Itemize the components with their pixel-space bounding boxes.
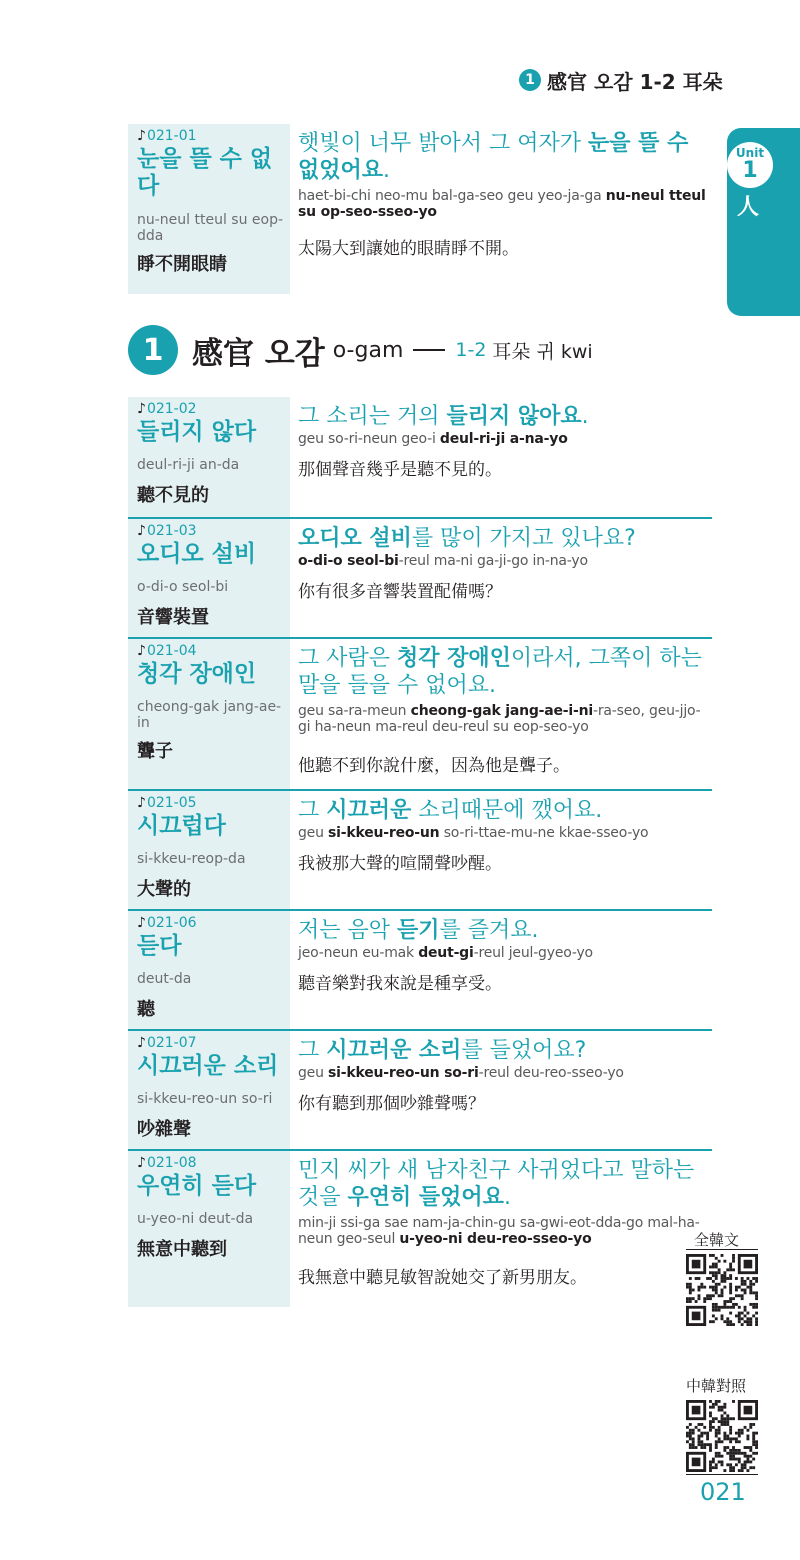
example-romanization xyxy=(298,703,712,735)
example-rom-highlight: o-di-o seol-bi xyxy=(298,553,399,569)
page-number: 021 xyxy=(700,1478,746,1506)
example-rom-highlight: cheong-gak jang-ae-i-ni xyxy=(410,703,593,719)
example-rom-text: -reul ma-ni ga-ji-go in-na-yo xyxy=(398,553,588,569)
audio-track-number: 021-03 xyxy=(146,523,197,539)
example-romanization xyxy=(298,188,712,220)
vocab-word: 시끄러운 소리 xyxy=(137,1053,279,1079)
qr-divider xyxy=(686,1474,758,1475)
vocab-word: 들리지 않다 xyxy=(137,419,257,445)
section-title: 感官 오감 xyxy=(192,335,325,372)
vocab-entry xyxy=(128,789,712,911)
example-korean-text: 그 소리는 거의 xyxy=(298,404,447,429)
example-rom-text: geu so-ri-neun geo-i xyxy=(298,431,440,447)
example-romanization xyxy=(298,1065,712,1081)
vocab-word: 듣다 xyxy=(137,933,182,959)
audio-track[interactable] xyxy=(137,1035,197,1051)
vocab-word: 우연히 듣다 xyxy=(137,1173,257,1199)
section-heading xyxy=(128,324,593,376)
audio-track[interactable] xyxy=(137,523,197,539)
example-korean xyxy=(298,403,712,430)
vocab-meaning: 聽不見的 xyxy=(137,485,209,506)
running-header xyxy=(519,66,723,94)
entry-term-panel xyxy=(128,1031,290,1151)
example-korean-highlight: 듣기 xyxy=(397,918,440,943)
entry-term-panel xyxy=(128,1151,290,1307)
entry-term-panel xyxy=(128,639,290,791)
example-romanization xyxy=(298,431,712,447)
example-rom-text: -reul deu-reo-sseo-yo xyxy=(478,1065,624,1081)
vocab-romanization: si-kkeu-reo-un so-ri xyxy=(137,1091,273,1107)
entry-term-panel xyxy=(128,124,290,294)
music-note-icon: ♪ xyxy=(137,795,146,811)
example-romanization xyxy=(298,1215,712,1247)
unit-chapter-char: 人 xyxy=(737,195,760,220)
example-korean-text: . xyxy=(503,1185,511,1210)
qr-code-bilingual[interactable] xyxy=(686,1400,758,1472)
example-korean-text: 저는 음악 xyxy=(298,918,397,943)
example-korean-highlight: 눈을 뜰 수 없었어요 xyxy=(298,131,689,183)
music-note-icon: ♪ xyxy=(137,1035,146,1051)
audio-track-number: 021-07 xyxy=(146,1035,197,1051)
vocab-romanization: nu-neul tteul su eop-dda xyxy=(137,212,284,244)
example-chinese: 太陽大到讓她的眼睛睜不開。 xyxy=(298,239,519,259)
example-rom-text: -ra-seo, geu-jjo-gi ha-neun ma-reul deu-reul su eop-seo-yo xyxy=(298,703,701,735)
example-chinese: 你有很多音響裝置配備嗎？ xyxy=(298,582,502,602)
audio-track-number: 021-02 xyxy=(146,401,197,417)
example-korean-text: 를 들었어요? xyxy=(461,1038,587,1063)
example-rom-text: geu xyxy=(298,825,329,841)
example-korean xyxy=(298,130,712,184)
example-chinese: 你有聽到那個吵雜聲嗎？ xyxy=(298,1094,485,1114)
example-korean-highlight: 들리지 않아요 xyxy=(446,404,582,429)
unit-badge xyxy=(727,142,773,188)
example-korean-text: 소리때문에 깼어요. xyxy=(411,798,603,823)
example-rom-text: haet-bi-chi neo-mu bal-ga-seo geu yeo-ja-ga xyxy=(298,188,606,204)
vocab-romanization: u-yeo-ni deut-da xyxy=(137,1211,254,1227)
vocab-word: 오디오 설비 xyxy=(137,541,257,567)
vocab-meaning: 聽 xyxy=(137,999,155,1020)
vocab-entry xyxy=(128,397,712,517)
example-korean-text: 이라서, 그쪽이 하는 말을 들을 수 없어요. xyxy=(298,646,702,698)
vocab-word: 눈을 뜰 수 없다 xyxy=(137,146,273,199)
vocab-word: 청각 장애인 xyxy=(137,661,257,687)
example-romanization xyxy=(298,825,712,841)
example-korean xyxy=(298,797,712,824)
qr-label-bilingual: 中韓對照 xyxy=(686,1377,747,1395)
example-korean xyxy=(298,1157,712,1211)
example-rom-text: geu xyxy=(298,1065,329,1081)
vocab-word: 시끄럽다 xyxy=(137,813,226,839)
example-korean-highlight: 시끄러운 소리 xyxy=(326,1038,462,1063)
entry-term-panel xyxy=(128,791,290,911)
vocab-entry xyxy=(128,637,712,791)
example-korean-text: . xyxy=(383,158,391,183)
audio-track-number: 021-04 xyxy=(146,643,197,659)
example-rom-highlight: si-kkeu-reo-un so-ri xyxy=(328,1065,479,1081)
example-korean xyxy=(298,1037,712,1064)
music-note-icon: ♪ xyxy=(137,643,146,659)
vocab-entry xyxy=(128,124,712,294)
vocab-meaning: 聾子 xyxy=(137,741,173,762)
section-dash xyxy=(413,349,445,351)
vocab-meaning: 無意中聽到 xyxy=(137,1239,227,1260)
example-korean-text: . xyxy=(581,404,589,429)
example-rom-text: min-ji ssi-ga sae nam-ja-chin-gu sa-gwi-eot-dda-go mal-ha-neun geo-seul xyxy=(298,1215,700,1247)
example-chinese: 那個聲音幾乎是聽不見的。 xyxy=(298,460,502,480)
music-note-icon: ♪ xyxy=(137,915,146,931)
example-korean xyxy=(298,917,712,944)
vocab-meaning: 睜不開眼睛 xyxy=(137,254,227,275)
music-note-icon: ♪ xyxy=(137,523,146,539)
example-chinese: 我無意中聽見敏智說她交了新男朋友。 xyxy=(298,1268,587,1288)
vocab-entry xyxy=(128,909,712,1031)
example-rom-text: geu sa-ra-meun xyxy=(298,703,411,719)
vocab-meaning: 音響裝置 xyxy=(137,607,209,628)
example-korean-highlight: 오디오 설비 xyxy=(298,526,412,551)
music-note-icon: ♪ xyxy=(137,1155,146,1171)
section-subtitle-number: 1-2 xyxy=(455,339,487,361)
audio-track-number: 021-01 xyxy=(146,128,197,144)
example-korean-highlight: 시끄러운 xyxy=(326,798,412,823)
music-note-icon: ♪ xyxy=(137,401,146,417)
vocab-entry xyxy=(128,1149,712,1307)
unit-number: 1 xyxy=(742,158,758,183)
audio-track[interactable] xyxy=(137,643,197,659)
audio-track[interactable] xyxy=(137,915,197,931)
example-korean-text: 햇빛이 너무 밝아서 그 여자가 xyxy=(298,131,588,156)
example-romanization xyxy=(298,553,712,569)
example-korean-text: 그 xyxy=(298,1038,327,1063)
example-korean-text: 를 즐겨요. xyxy=(439,918,539,943)
vocab-romanization: deut-da xyxy=(137,971,192,987)
example-korean xyxy=(298,525,712,552)
audio-track[interactable] xyxy=(137,401,197,417)
unit-label: Unit xyxy=(735,146,765,160)
audio-track[interactable] xyxy=(137,128,197,144)
qr-divider xyxy=(686,1249,758,1250)
vocab-entry xyxy=(128,517,712,639)
vocab-meaning: 大聲的 xyxy=(137,879,191,900)
section-number-badge: 1 xyxy=(519,69,541,91)
example-korean xyxy=(298,645,712,699)
running-header-title: 感官 오감 1-2 耳朵 xyxy=(547,69,723,94)
section-number-circle: 1 xyxy=(128,325,178,375)
example-rom-text: so-ri-ttae-mu-ne kkae-sseo-yo xyxy=(439,825,649,841)
example-rom-highlight: nu-neul tteul su op-seo-sseo-yo xyxy=(298,188,706,220)
audio-track[interactable] xyxy=(137,795,197,811)
section-romanization: o-gam xyxy=(332,337,404,363)
vocab-meaning: 吵雜聲 xyxy=(137,1119,191,1140)
entry-term-panel xyxy=(128,519,290,639)
example-chinese: 我被那大聲的喧鬧聲吵醒。 xyxy=(298,854,502,874)
example-korean-text: 그 xyxy=(298,798,327,823)
example-rom-highlight: deut-gi xyxy=(418,945,474,961)
music-note-icon: ♪ xyxy=(137,128,146,144)
vocab-entry xyxy=(128,1029,712,1151)
vocab-romanization: deul-ri-ji an-da xyxy=(137,457,240,473)
entry-term-panel xyxy=(128,911,290,1031)
qr-label-korean: 全韓文 xyxy=(694,1231,740,1249)
audio-track[interactable] xyxy=(137,1155,197,1171)
vocab-romanization: cheong-gak jang-ae-in xyxy=(137,699,282,731)
section-subtitle: 耳朵 귀 kwi xyxy=(492,340,593,363)
example-korean-text: 그 사람은 xyxy=(298,646,397,671)
example-rom-highlight: u-yeo-ni deu-reo-sseo-yo xyxy=(399,1231,592,1247)
unit-tab xyxy=(727,128,800,316)
example-korean-text: 를 많이 가지고 있나요? xyxy=(411,526,636,551)
example-chinese: 他聽不到你說什麼，因為他是聾子。 xyxy=(298,756,570,776)
audio-track-number: 021-08 xyxy=(146,1155,197,1171)
audio-track-number: 021-05 xyxy=(146,795,197,811)
example-chinese: 聽音樂對我來說是種享受。 xyxy=(298,974,502,994)
example-korean-highlight: 우연히 들었어요 xyxy=(347,1185,504,1210)
example-rom-highlight: deul-ri-ji a-na-yo xyxy=(439,431,568,447)
audio-track-number: 021-06 xyxy=(146,915,197,931)
entry-term-panel xyxy=(128,397,290,517)
example-romanization xyxy=(298,945,712,961)
vocab-romanization: si-kkeu-reop-da xyxy=(137,851,246,867)
example-rom-highlight: si-kkeu-reo-un xyxy=(328,825,440,841)
qr-code-korean[interactable] xyxy=(686,1254,758,1326)
example-korean-text: 민지 씨가 새 남자친구 사귀었다고 말하는 것을 xyxy=(298,1158,695,1210)
example-rom-text: -reul jeul-gyeo-yo xyxy=(473,945,593,961)
example-rom-text: jeo-neun eu-mak xyxy=(298,945,419,961)
vocab-romanization: o-di-o seol-bi xyxy=(137,579,229,595)
example-korean-highlight: 청각 장애인 xyxy=(397,646,511,671)
